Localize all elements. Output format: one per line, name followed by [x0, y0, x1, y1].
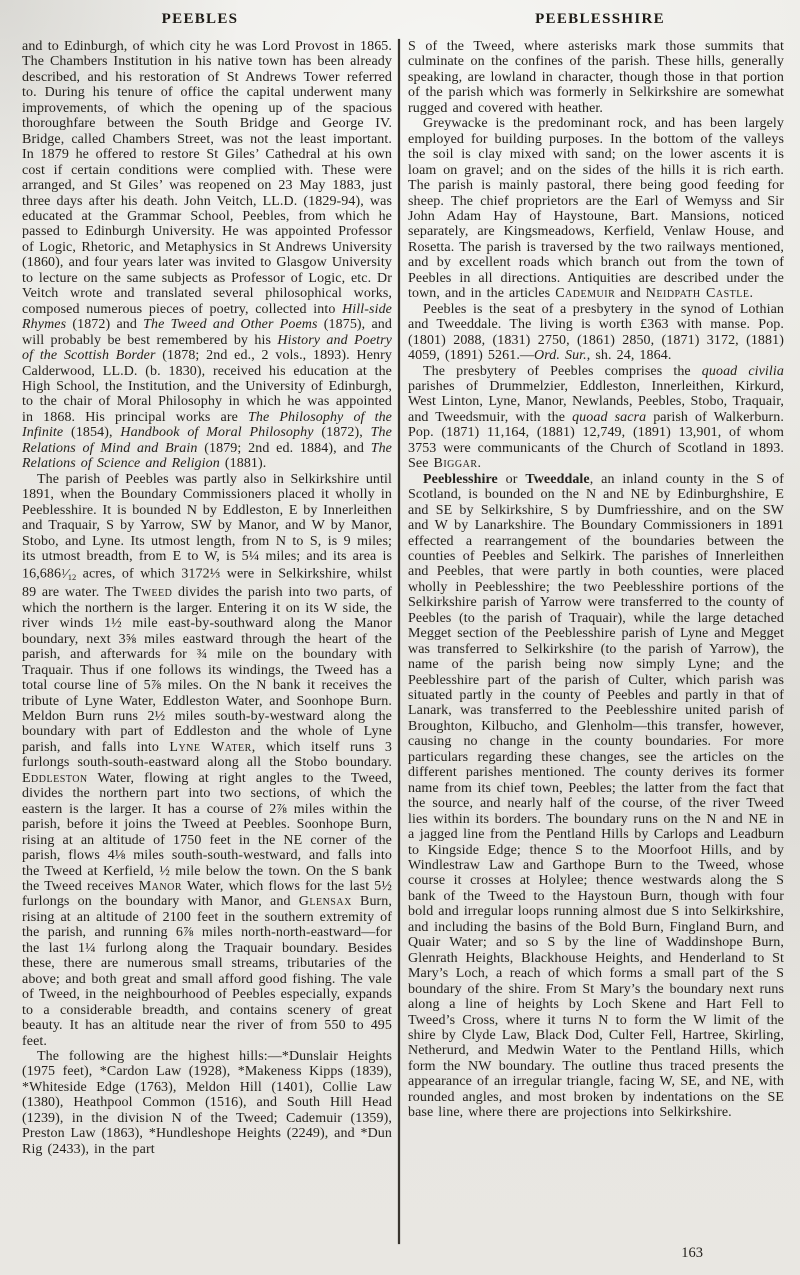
running-head-right: PEEBLESSHIRE: [535, 11, 665, 27]
paragraph: Peebles is the seat of a presbytery in the synod of Lothian and Tweeddale. The living is worth £363 with manse. Pop. (1801) 2088, (1831) 2750, (1861) 2850, (1871) 3172, (1881) 4059, (1891) 5261.—Ord. Sur., sh. 24, 1864.: [408, 301, 784, 364]
text-columns: [22, 39, 786, 1244]
paragraph: The presbytery of Peebles comprises the quoad civilia parishes of Drummelzier, Eddleston, Innerleithen, Kirkurd, West Linton, Lyne, Manor, Newlands, Peebles, Stobo, Traquair, and Tweedsmuir, with the quoad sacra parish of Walkerburn. Pop. (1871) 11,164, (1881) 12,749, (1891) 13,901, of whom 3753 were communicants of the Church of Scotland in 1893. See Biggar.: [408, 363, 785, 472]
running-heads: [0, 11, 800, 28]
column-divider-rule: [398, 39, 400, 1244]
paragraph: The following are the highest hills:—*Dunslair Heights (1975 feet), *Cardon Law (1928), *Makeness Kipps (1839), *Whiteside Edge (1763), Meldon Hill (1401), Collie Law (1380), Heathpool Common (1516), and South Hill Head (1239), in the division N of the Tweed; Cademuir (1359), Preston Law (1863), *Hundleshope Heights (2249), and *Dun Rig (2433), in the part: [22, 1048, 392, 1157]
left-column: [22, 39, 392, 1244]
page-number: 163: [681, 1245, 703, 1261]
paragraph: Peeblesshire or Tweeddale, an inland county in the S of Scotland, is bounded on the N and NE by Edinburghshire, E and SE by Selkirkshire, S by Dumfriesshire, and on the SW and W by Lanarkshire. The Boundary Commissioners in 1891 effected a rearrangement of the boundaries between the counties of Peebles and Selkirk. The parishes of Innerleithen and Peebles, that were partly in both counties, were placed wholly in Peeblesshire; the two Peeblesshire portions of the Selkirkshire parish of Yarrow were transferred to the county of Peebles (to the parish of Traquair), while the large detached Megget section of the Peeblesshire parish of Lyne and Megget was transferred to Selkirkshire (to the parish of Yarrow), the name of the parish being now simply Lyne; and the Peeblesshire part of the parish of Culter, which parish was situated partly in the county of Peebles and partly in that of Lanark, was transferred to the Peeblesshire united parish of Broughton, Kilbucho, and Glenholm—this transfer, however, causing no change in the county boundaries. For more particulars regarding these changes, see the articles on the different parishes mentioned. The county derives its former name from its chief town, Peebles; the latter from the fact that the source, and nearly half of the course, of the river Tweed lies within its borders. The boundary runs on the N and NE in a jagged line from the Pentland Hills by Carlops and Leadburn to Kingside Edge; thence S to the Moorfoot Hills, and by Windlestraw Law and Garthope Burn to the Tweed, whose course it crosses at Holylee; thence westwards along the S bank of the Tweed to the Haystoun Burn, though with four bold and irregular loops running almost due S into Selkirkshire, and including the basins of the Bold Burn, Fingland Burn, and Quair Water; and so S by the line of Waddinshope Burn, Glenrath Heights, Blackhouse Heights, and Henderland to St Mary’s Loch, a reach of which forms a small part of the S boundary of the shire. From St Mary’s the boundary next runs along a line of heights by Loch Skene and Hart Fell to Tweed’s Cross, where it turns N to form the W limit of the shire by Clyde Law, Black Dod, Culter Fell, Hartree, Skirling, Netherurd, and Medwin Water to the Pentland Hills, which form the NW boundary. The outline thus traced presents the appearance of an irregular triangle, facing W, SE, and NE, with rounded angles, and most broken by indentations on the SE base line, where there are projections into Selkirkshire.: [408, 471, 784, 1121]
paragraph: S of the Tweed, where asterisks mark those summits that culminate on the confines of the parish. These hills, generally speaking, are lowland in character, though those in that portion of the parish which was formerly in Selkirkshire are somewhat rugged and covered with heather.: [408, 39, 784, 116]
right-column: [408, 39, 784, 1244]
paragraph: Greywacke is the predominant rock, and has been largely employed for building purposes. In the bottom of the valleys the soil is clay mixed with sand; on the lower ascents it is loam on gravel; and on the sides of the hills it is rich earth. The parish is mainly pastoral, there being good feeding for sheep. The chief proprietors are the Earl of Wemyss and Sir John Adam Hay of Haystoune, Bart. Mansions, noticed separately, are Kingsmeadows, Kerfield, Venlaw House, and Rosetta. The parish is traversed by the two railways mentioned, and by excellent roads which branch out from the town of Peebles in all directions. Antiquities are described under the town, and in the articles Cademuir and Neidpath Castle.: [408, 116, 784, 302]
running-head-left: PEEBLES: [161, 11, 239, 27]
paragraph: and to Edinburgh, of which city he was Lord Provost in 1865. The Chambers Institution in his native town has been already described, and his restoration of St Andrews Tower referred to. During his tenure of office the capital underwent many improvements, of which the opening up of the spacious thoroughfare between the South Bridge and George IV. Bridge, called Chambers Street, was not the least important. In 1879 he offered to restore St Giles’ Cathedral at his own cost if certain conditions were complied with. These were arranged, and St Giles’ was reopened on 23 May 1883, just three days after his death. John Veitch, LL.D. (1829-94), was educated at the Grammar School, Peebles, from which he passed to Edinburgh University. He was appointed Professor of Logic, Rhetoric, and Metaphysics in St Andrews University (1860), and four years later was invited to Glasgow University to lecture on the same subjects as Professor of Logic, etc. Dr Veitch wrote and translated several philosophical works, composed numerous pieces of poetry, collected into Hill-side Rhymes (1872) and The Tweed and Other Poems (1875), and will probably be best remembered by his History and Poetry of the Scottish Border (1878; 2nd ed., 2 vols., 1893). Henry Calderwood, LL.D. (b. 1830), received his education at the High School, the Institution, and the University of Edinburgh, to the chair of Moral Philosophy in which he was appointed in 1868. His principal works are The Philosophy of the Infinite (1854), Handbook of Moral Philosophy (1872), The Relations of Mind and Brain (1879; 2nd ed. 1884), and The Relations of Science and Religion (1881).: [22, 39, 392, 472]
paragraph: The parish of Peebles was partly also in Selkirkshire until 1891, when the Boundary Commissioners placed it wholly in Peeblesshire. It is bounded N by Eddleston, E by Innerleithen and Traquair, S by Yarrow, SW by Manor, and W by Manor, Stobo, and Lyne. Its utmost length, from N to S, is 9 miles; its utmost breadth, from E to W, is 5¼ miles; and its area is $16,686^1⁄_{12}$ acres, of which 3172⅓ were in Selkirkshire, whilst 89 are water. The Tweed divides the parish into two parts, of which the northern is the larger. Entering it on its W side, the river winds 1½ mile east-by-southward along the Manor boundary, next 3⅝ miles eastward through the heart of the parish, and afterwards for ¾ mile on the boundary with Traquair. Thus if one follows its windings, the Tweed has a total course line of 5⅞ miles. On the N bank it receives the tribute of Lyne Water, Eddleston Water, and Soonhope Burn. Meldon Burn runs 2½ miles south-by-westward along the boundary with part of Eddleston and the whole of Lyne parish, and falls into Lyne Water, which itself runs 3 furlongs south-south-eastward along all the Stobo boundary. Eddleston Water, flowing at right angles to the Tweed, divides the northern part into two sections, of which the eastern is the larger. It has a course of 2⅞ miles within the parish, before it joins the Tweed at Peebles. Soonhope Burn, rising at an altitude of 1750 feet in the NE corner of the parish, flows 4⅛ miles south-south-westward, and falls into the Tweed at Kerfield, ½ mile below the town. On the S bank the Tweed receives Manor Water, which flows for the last 5½ furlongs on the boundary with Manor, and Glensax Burn, rising at an altitude of 2100 feet in the southern extremity of the parish, and running 6⅞ miles north-north-eastward—for the last 1¼ furlong along the Traquair boundary. Besides these, there are numerous small streams, tributaries of the above; and both great and small afford good fishing. The vale of Tweed, in the neighbourhood of Peebles especially, expands to a considerable breadth, and contains scenery of great beauty. It has an altitude near the river of from 550 to 495 feet.: [22, 471, 393, 1049]
